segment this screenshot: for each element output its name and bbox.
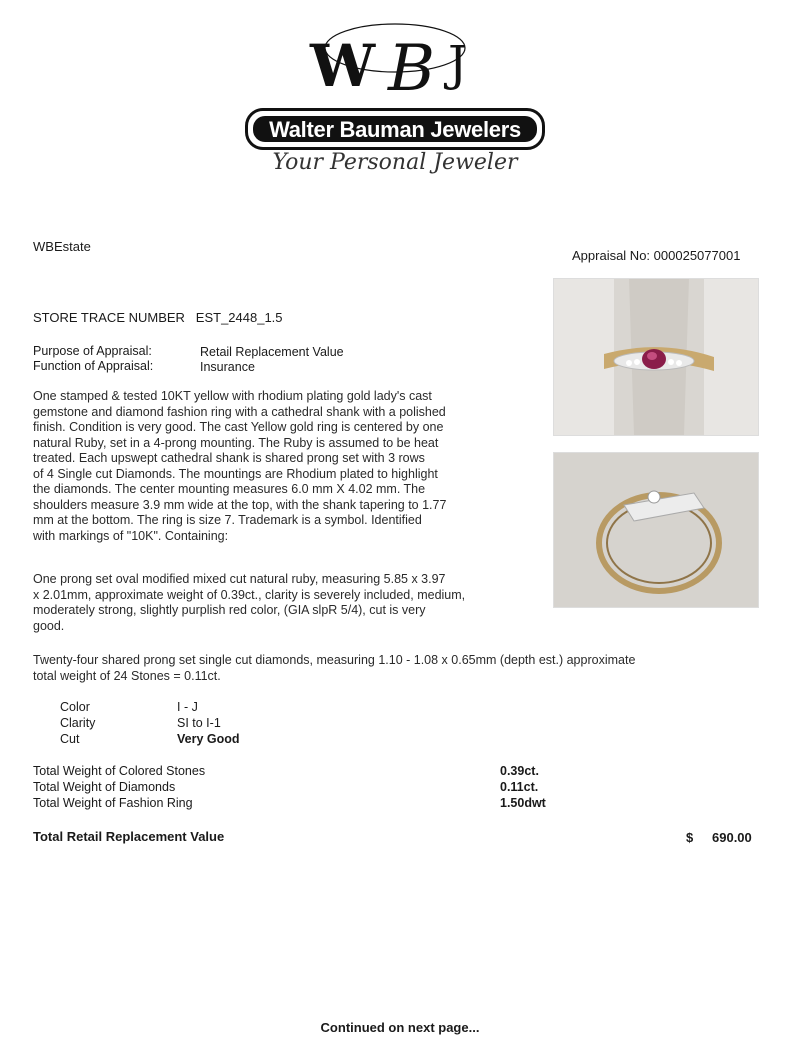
spec-clarity-value: SI to I-1 [177, 716, 221, 730]
purpose-value: Retail Replacement Value [200, 345, 344, 359]
spec-cut-label: Cut [60, 732, 80, 746]
logo-name: Walter Bauman Jewelers [253, 116, 537, 142]
trace-value: EST_2448_1.5 [195, 310, 283, 325]
appraisal-no-value: 000025077001 [653, 248, 741, 263]
total-diamonds-value: 0.11ct. [500, 780, 539, 794]
trace-label: STORE TRACE NUMBER [33, 310, 185, 325]
ring-description: One stamped & tested 10KT yellow with rhodium plating gold lady's cast gemstone and diamond fashion ring with a cathedral shank with a polished finish. Condition is very good. The cast Yellow gold ring is centered by one natural Ruby, set in a 4-prong mounting. The Ruby is assumed to be heat treated. Each upswept cathedral shank is shared prong set with 3 rows of 4 Single cut Diamonds. The mountings are Rhodium plated to highlight the diamonds. The center mounting measures 6.0 mm X 4.02 mm. The shoulders measure 3.9 mm wide at the top, with the shank tapering to 1.77 mm at the bottom. The ring is size 7. Trademark is a symbol. Identified with markings of "10K". Containing: [33, 389, 447, 543]
total-value-currency: $ [686, 830, 694, 845]
spec-color-label: Color [60, 700, 90, 714]
appraisal-number [572, 248, 740, 263]
spec-clarity-label: Clarity [60, 716, 96, 730]
function-value: Insurance [200, 360, 255, 374]
total-diamonds-label: Total Weight of Diamonds [33, 780, 176, 794]
wbj-monogram-logo [300, 18, 500, 108]
spec-cut-value: Very Good [177, 732, 240, 746]
function-label: Function of Appraisal: [33, 359, 154, 373]
svg-text:B: B [388, 32, 436, 106]
ruby-description: One prong set oval modified mixed cut natural ruby, measuring 5.85 x 3.97 x 2.01mm, approximate weight of 0.39ct., clarity is severely included, medium, moderately strong, slightly purplish red color, (GIA slpR 5/4), cut is very good. [33, 572, 466, 633]
purpose-label: Purpose of Appraisal: [33, 344, 152, 358]
spec-color-value: I - J [177, 700, 198, 714]
appraisal-no-label: Appraisal No: [572, 248, 651, 263]
total-colored-value: 0.39ct. [500, 764, 539, 778]
logo-banner [245, 108, 545, 150]
logo-tagline: Your Personal Jeweler [272, 150, 518, 175]
total-ring-label: Total Weight of Fashion Ring [33, 796, 193, 810]
total-value-label: Total Retail Replacement Value [33, 829, 225, 844]
continued-note: Continued on next page... [320, 1020, 480, 1035]
total-colored-label: Total Weight of Colored Stones [33, 764, 206, 778]
svg-text:J: J [448, 36, 468, 92]
ring-photo-front [553, 278, 759, 436]
store-trace [33, 310, 283, 325]
diamonds-description: Twenty-four shared prong set single cut diamonds, measuring 1.10 - 1.08 x 0.65mm (depth est.) approximate total weight of 24 Stones = 0.11ct. [33, 653, 636, 683]
total-ring-value: 1.50dwt [500, 796, 546, 810]
svg-text:W: W [310, 32, 376, 100]
ring-photo-side [553, 452, 759, 608]
store-name: WBEstate [33, 239, 91, 254]
total-value-amount: 690.00 [712, 830, 752, 845]
